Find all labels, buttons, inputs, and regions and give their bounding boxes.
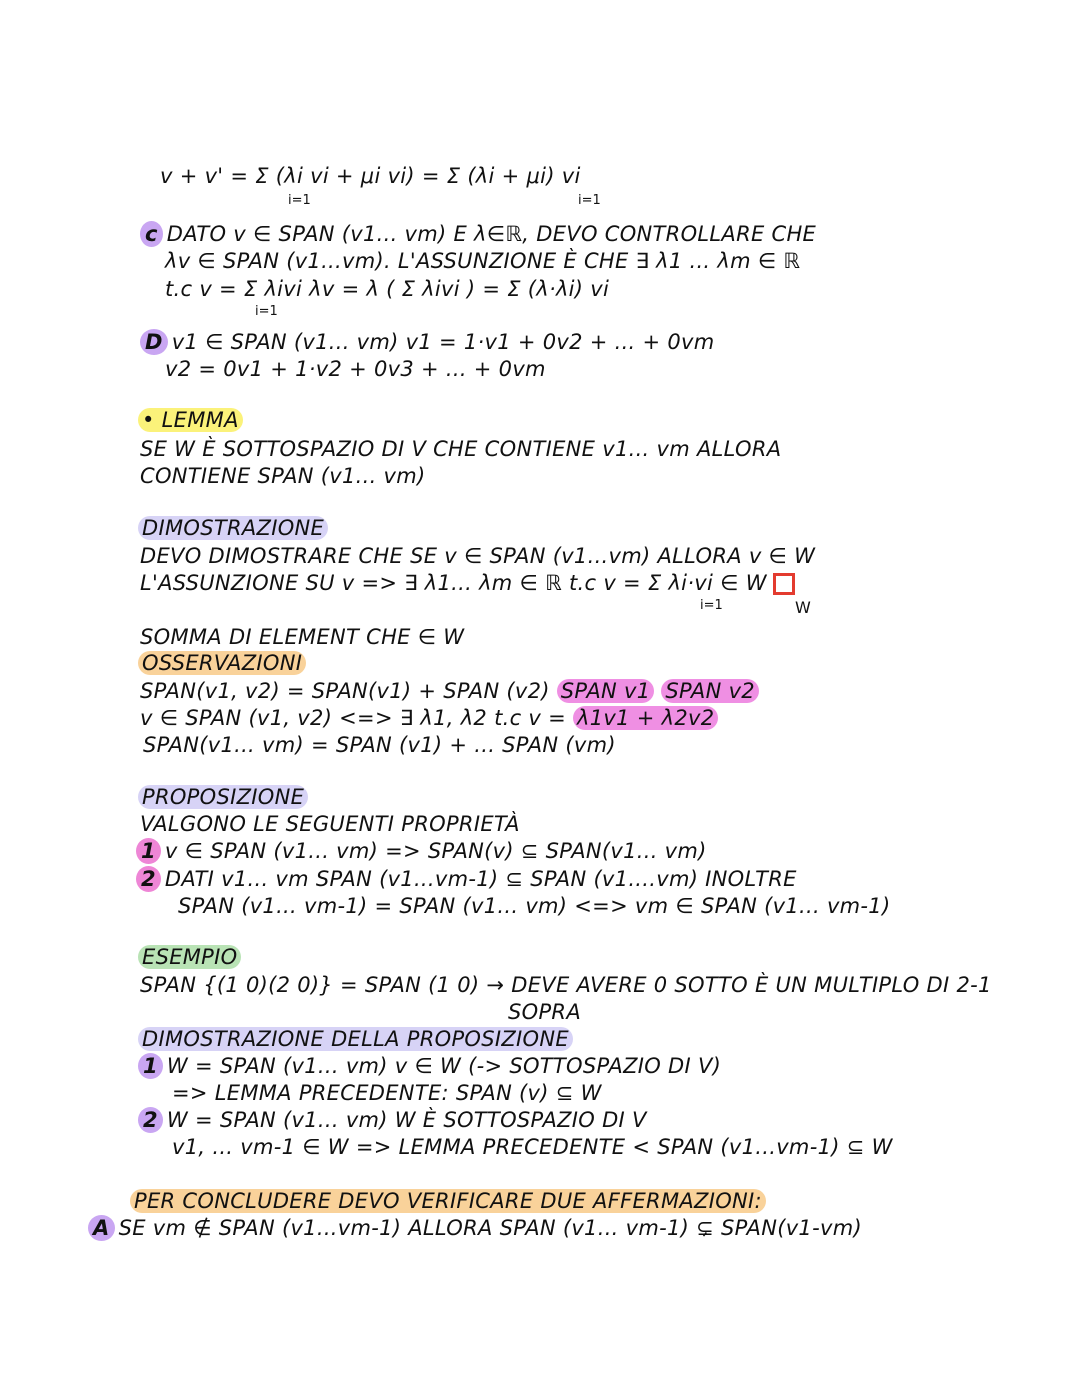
item-c-line3: t.c v = Σ λivi λv = λ ( Σ λivi ) = Σ (λ·λi) vi [165,277,610,301]
prop-line1: VALGONO LE SEGUENTI PROPRIETÀ [140,812,520,836]
dimp-heading [138,1026,573,1052]
prop-badge-2: 2 [136,866,161,892]
dimp-badge-2: 2 [138,1107,163,1133]
oss-span-v1: SPAN v1 [557,679,655,703]
dim-heading [138,515,328,541]
dim-line3: SOMMA DI ELEMENT CHE ∈ W [140,625,465,649]
lemma-line2: CONTIENE SPAN (v1... vm) [140,464,426,488]
oss-span-v2: SPAN v2 [661,679,759,703]
dim-line1: DEVO DIMOSTRARE CHE SE v ∈ SPAN (v1...vm) ALLORA v ∈ W [140,544,816,568]
item-c-text1: DATO v ∈ SPAN (v1... vm) E λ∈ℝ, DEVO CONTROLLARE CHE [166,222,817,246]
concl-heading [130,1188,766,1214]
sum-formula-text: v + v' = Σ (λi vi + μi vi) = Σ (λi + μi) vi [160,164,581,188]
oss-heading [138,650,306,676]
item-c-line2: λv ∈ SPAN (v1...vm). L'ASSUNZIONE È CHE ∃ λ1 ... λm ∈ ℝ [165,249,801,273]
oss-linear-combo: λ1v1 + λ2v2 [573,706,718,730]
oss-line1-text: SPAN(v1, v2) = SPAN(v1) + SPAN (v2) [140,679,550,703]
oss-line2 [140,705,718,731]
es-line2: SOPRA [508,1000,581,1024]
dim-line2 [140,570,795,596]
prop-line3-text: DATI v1... vm SPAN (v1...vm-1) ⊆ SPAN (v1....vm) INOLTRE [164,867,797,891]
concl-line-a-text: SE vm ∉ SPAN (v1...vm-1) ALLORA SPAN (v1... vm-1) ⊊ SPAN(v1-vm) [118,1216,862,1240]
concl-title: PER CONCLUDERE DEVO VERIFICARE DUE AFFERMAZIONI: [130,1189,766,1213]
lemma-title: • LEMMA [138,408,243,432]
dim-title: DIMOSTRAZIONE [138,516,328,540]
lemma-line1: SE W È SOTTOSPAZIO DI V CHE CONTIENE v1... vm ALLORA [140,437,782,461]
concl-line-a [88,1215,862,1241]
es-title: ESEMPIO [138,945,241,969]
prop-heading [138,784,308,810]
item-c-sub: i=1 [255,304,278,319]
prop-title: PROPOSIZIONE [138,785,308,809]
dimp-title: DIMOSTRAZIONE DELLA PROPOSIZIONE [138,1027,573,1051]
concl-badge-a: A [88,1215,115,1241]
item-d-line1 [140,329,715,355]
oss-title: OSSERVAZIONI [138,651,306,675]
prop-line4: SPAN (v1... vm-1) = SPAN (v1... vm) <=> vm ∈ SPAN (v1... vm-1) [178,894,891,918]
item-c-line1 [140,221,816,247]
dimp-badge-1: 1 [138,1053,163,1079]
dim-sub: i=1 [700,598,723,613]
es-heading [138,944,241,970]
prop-badge-1: 1 [136,838,161,864]
item-d-text1: v1 ∈ SPAN (v1... vm) v1 = 1·v1 + 0v2 + ... + 0vm [171,330,715,354]
prop-line2 [136,838,707,864]
dimp-line4: v1, ... vm-1 ∈ W => LEMMA PRECEDENTE < SPAN (v1...vm-1) ⊆ W [172,1135,893,1159]
dimp-line3 [138,1107,647,1133]
dimp-line1 [138,1053,721,1079]
es-line1: SPAN {(1 0)(2 0)} = SPAN (1 0) → DEVE AVERE 0 SOTTO È UN MULTIPLO DI 2-1 [140,973,992,997]
dimp-line3-text: W = SPAN (v1... vm) W È SOTTOSPAZIO DI V [166,1108,647,1132]
dimp-line2: => LEMMA PRECEDENTE: SPAN (v) ⊆ W [172,1081,602,1105]
prop-line3 [136,866,797,892]
oss-line1 [140,678,759,704]
item-d-badge: D [140,329,168,355]
oss-line3: SPAN(v1... vm) = SPAN (v1) + ... SPAN (vm) [143,733,616,757]
prop-line2-text: v ∈ SPAN (v1... vm) => SPAN(v) ⊆ SPAN(v1... vm) [164,839,707,863]
oss-line2-text: v ∈ SPAN (v1, v2) <=> ∃ λ1, λ2 t.c v = [140,706,566,730]
sum-index-2: i=1 [578,193,601,208]
dim-line2-text: L'ASSUNZIONE SU v => ∃ λ1... λm ∈ ℝ t.c v = Σ λi·vi ∈ W [140,571,767,595]
dim-w: W [795,598,811,617]
lemma-heading [138,407,243,433]
item-d-line2: v2 = 0v1 + 1·v2 + 0v3 + ... + 0vm [165,357,546,381]
sum-index-1: i=1 [288,193,311,208]
qed-square-icon [773,573,795,595]
sum-formula [160,163,581,189]
item-c-badge: c [140,221,163,247]
dimp-line1-text: W = SPAN (v1... vm) v ∈ W (-> SOTTOSPAZIO DI V) [166,1054,722,1078]
